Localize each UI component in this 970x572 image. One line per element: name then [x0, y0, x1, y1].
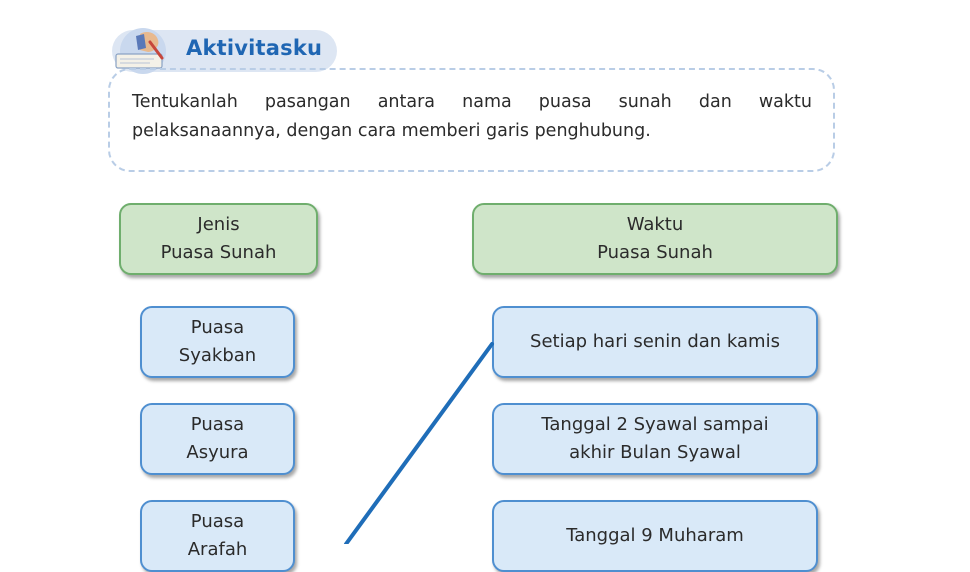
right-item-muharam[interactable]: Tanggal 9 Muharam: [492, 500, 818, 572]
activity-title: Aktivitasku: [186, 36, 323, 60]
left-column-header: Jenis Puasa Sunah: [119, 203, 318, 275]
left-item-arafah[interactable]: Puasa Arafah: [140, 500, 295, 572]
right-column-header: Waktu Puasa Sunah: [472, 203, 838, 275]
connector-line[interactable]: [346, 344, 492, 544]
left-item-syakban[interactable]: Puasa Syakban: [140, 306, 295, 378]
instruction-text: Tentukanlah pasangan antara nama puasa sunah dan waktu pelaksanaannya, dengan cara memberi garis penghubung.: [132, 92, 812, 141]
left-item-asyura[interactable]: Puasa Asyura: [140, 403, 295, 475]
right-item-syawal[interactable]: Tanggal 2 Syawal sampai akhir Bulan Syawal: [492, 403, 818, 475]
right-item-senin-kamis[interactable]: Setiap hari senin dan kamis: [492, 306, 818, 378]
